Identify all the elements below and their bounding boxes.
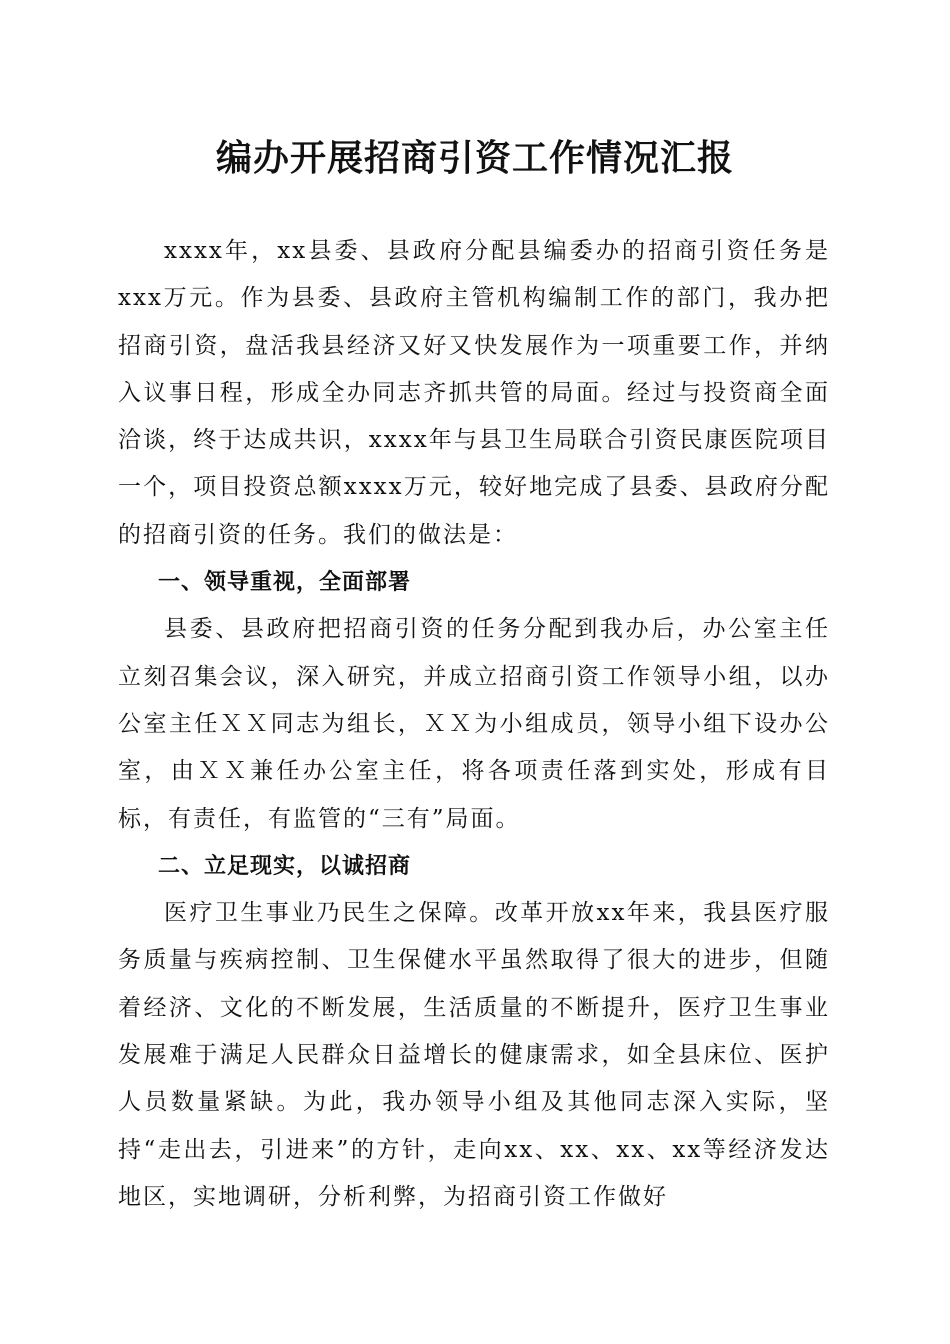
section-2-paragraph: 医疗卫生事业乃民生之保障。改革开放xx年来，我县医疗服务质量与疾病控制、卫生保健水平虽然取得了很大的进步，但随着经济、文化的不断发展，生活质量的不断提升，医疗卫生事业发展难于满足人民群众日益增长的健康需求，如全县床位、医护人员数量紧缺。为此，我办领导小组及其他同志深入实际，坚持“走出去，引进来”的方针，走向xx、xx、xx、xx等经济发达地区，实地调研，分析利弊，为招商引资工作做好 (118, 900, 830, 1210)
section-2-heading: 二、立足现实，以诚招商 (158, 853, 412, 879)
intro-paragraph: xxxx年，xx县委、县政府分配县编委办的招商引资任务是xxx万元。作为县委、县政府主管机构编制工作的部门，我办把招商引资，盘活我县经济又好又快发展作为一项重要工作，并纳入议事日程，形成全办同志齐抓共管的局面。经过与投资商全面洽谈，终于达成共识，xxxx年与县卫生局联合引资民康医院项目一个，项目投资总额xxxx万元，较好地完成了县委、县政府分配的招商引资的任务。我们的做法是： (118, 238, 830, 548)
document-body (118, 228, 830, 1221)
section-1-heading: 一、领导重视，全面部署 (158, 570, 412, 596)
section-1-paragraph: 县委、县政府把招商引资的任务分配到我办后，办公室主任立刻召集会议，深入研究，并成立招商引资工作领导小组，以办公室主任ＸＸ同志为组长，ＸＸ为小组成员，领导小组下设办公室，由ＸＸ兼任办公室主任，将各项责任落到实处，形成有目标，有责任，有监管的“三有”局面。 (118, 616, 830, 832)
document-title: 编办开展招商引资工作情况汇报 (215, 137, 734, 179)
